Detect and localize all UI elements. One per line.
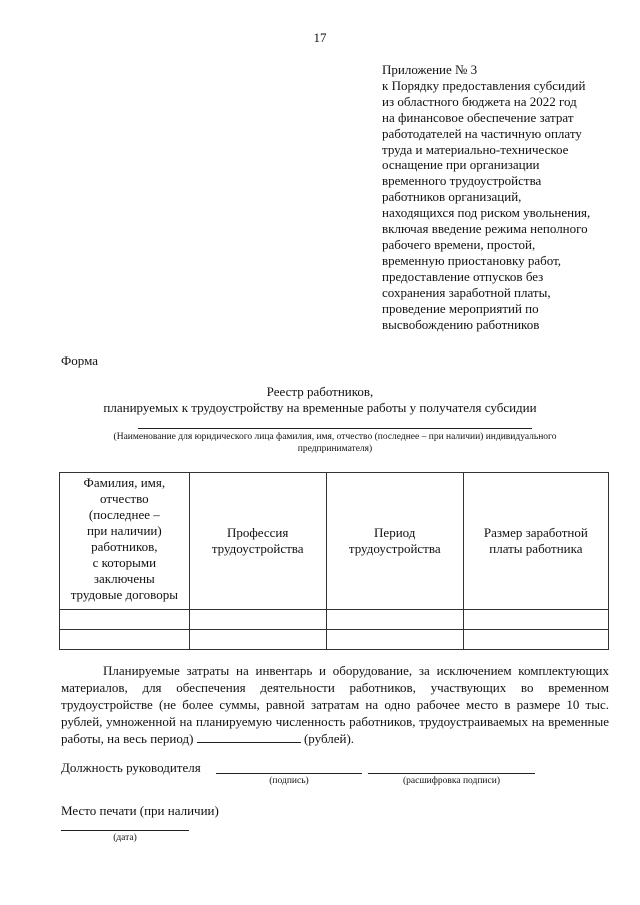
recipient-name-caption: (Наименование для юридического лица фамилия, имя, отчество (последнее – при наличии) индивидуального предпринимателя): [113, 432, 557, 454]
signature-decode-caption: (расшифровка подписи): [403, 776, 500, 786]
appendix-line: включая введение режима неполного: [382, 221, 588, 237]
table-cell[interactable]: [60, 610, 190, 630]
appendix-line: находящихся под риском увольнения,: [382, 205, 591, 221]
header-text: трудоустройства: [211, 541, 304, 556]
document-title: [0, 384, 640, 416]
header-text: трудоустройства: [348, 541, 441, 556]
table-cell[interactable]: [463, 610, 608, 630]
stamp-place-label: Место печати (при наличии): [61, 803, 219, 818]
table-cell[interactable]: [189, 610, 326, 630]
header-profession: [189, 473, 326, 610]
costs-paragraph: [61, 662, 609, 747]
header-text: платы работника: [489, 541, 583, 556]
title-line-2: планируемых к трудоустройству на временные работы у получателя субсидии: [103, 400, 537, 415]
form-label: Форма: [61, 353, 98, 368]
header-period: [326, 473, 463, 610]
appendix-line: Приложение № 3: [382, 62, 478, 77]
costs-text: Планируемые затраты на инвентарь и оборудование, за исключением комплектующих материалов, для обеспечения деятельности работников, участвующих во временном трудоустройстве (не более суммы, равной затратам на одно рабочее место в размере 10 тыс. рублей, умноженной на планируемую численность работников, трудоустраиваемых на временные работы, на весь период): [61, 663, 609, 746]
appendix-line: временную приостановку работ,: [382, 252, 562, 268]
appendix-line: сохранения заработной платы,: [382, 284, 551, 300]
appendix-line: высвобождению работников: [382, 316, 540, 332]
appendix-line: работников организаций,: [382, 189, 522, 205]
header-text: Фамилия, имя,: [83, 475, 166, 490]
appendix-line: рабочего времени, простой,: [382, 236, 536, 252]
appendix-line: работодателей на частичную оплату: [382, 125, 582, 141]
header-text: Период: [374, 525, 416, 540]
header-text: при наличии): [86, 523, 162, 538]
appendix-line: проведение мероприятий по: [382, 300, 539, 316]
header-text: отчество: [100, 491, 149, 506]
table-cell[interactable]: [189, 630, 326, 650]
workers-registry-table: [59, 472, 609, 650]
header-text: заключены: [93, 571, 155, 586]
header-text: (последнее –: [88, 507, 160, 522]
appendix-line: из областного бюджета на 2022 год: [382, 93, 577, 109]
table-row: [60, 630, 609, 650]
header-text: с которыми: [92, 555, 157, 570]
table-cell[interactable]: [326, 630, 463, 650]
header-text: трудовые договоры: [70, 587, 178, 602]
table-cell[interactable]: [60, 630, 190, 650]
appendix-line: временного трудоустройства: [382, 173, 542, 189]
costs-amount-field[interactable]: [197, 730, 301, 743]
appendix-line: на финансовое обеспечение затрат: [382, 109, 574, 125]
costs-unit: (рублей).: [303, 731, 355, 746]
appendix-line: труда и материально-техническое: [382, 141, 569, 157]
table-row: [60, 610, 609, 630]
signature-field[interactable]: [216, 773, 362, 774]
header-salary: [463, 473, 608, 610]
table-header-row: [60, 473, 609, 610]
appendix-line: к Порядку предоставления субсидий: [382, 77, 586, 93]
signature-decode-field[interactable]: [368, 773, 535, 774]
title-line-1: Реестр работников,: [266, 384, 374, 399]
date-caption: (дата): [113, 833, 137, 843]
header-full-name: [60, 473, 190, 610]
header-text: работников,: [91, 539, 158, 554]
signature-caption: (подпись): [269, 776, 309, 786]
date-field[interactable]: [61, 830, 189, 831]
header-text: Размер заработной: [483, 525, 588, 540]
recipient-name-field[interactable]: [138, 428, 532, 429]
head-position-label: Должность руководителя: [61, 760, 201, 775]
header-text: Профессия: [226, 525, 289, 540]
table-cell[interactable]: [463, 630, 608, 650]
appendix-block: [382, 62, 622, 332]
page-number: 17: [313, 30, 327, 45]
appendix-line: предоставление отпусков без: [382, 268, 544, 284]
appendix-line: оснащение при организации: [382, 157, 540, 173]
table-cell[interactable]: [326, 610, 463, 630]
